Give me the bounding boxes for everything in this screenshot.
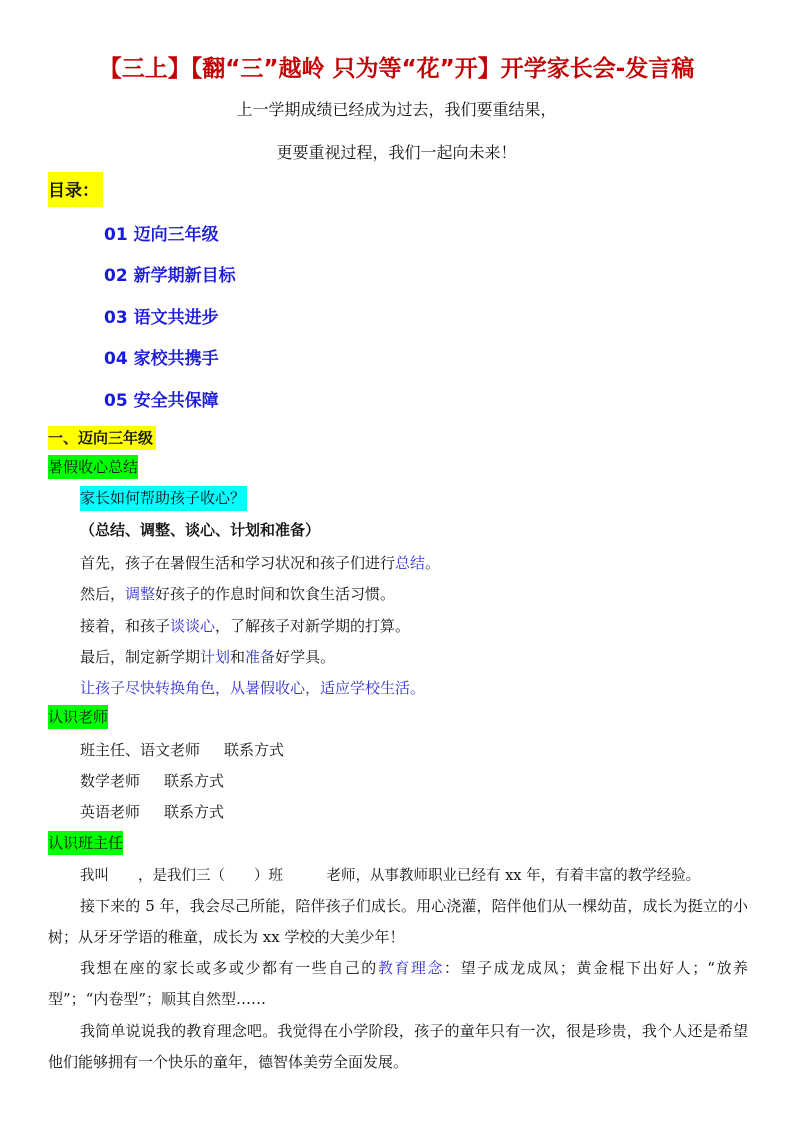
toc-item[interactable]: 05 安全共保障 — [104, 391, 219, 411]
intro-paragraph: 我叫 ，是我们三（ ）班 老师，从事教师职业已经有 xx 年，有着丰富的教学经验。 — [80, 868, 701, 884]
keywords-text: （总结、调整、谈心、计划和准备） — [80, 521, 321, 539]
toc-item[interactable]: 01 迈向三年级 — [104, 225, 219, 245]
subtitle-line-2: 更要重视过程，我们一起向未来！ — [276, 143, 517, 162]
toc-heading: 目录： — [48, 172, 103, 207]
toc-item[interactable]: 02 新学期新目标 — [104, 266, 236, 286]
question-text: 家长如何帮助孩子收心？ — [80, 486, 247, 511]
section-heading: 一、迈向三年级 — [48, 426, 156, 450]
paragraph-line: 首先，孩子在暑假生活和学习状况和孩子们进行总结。 — [80, 554, 441, 572]
paragraph-line: 最后，制定新学期计划和准备好学具。 — [80, 648, 336, 666]
toc-item[interactable]: 03 语文共进步 — [104, 308, 219, 328]
teacher-row: 数学老师 联系方式 — [80, 772, 225, 790]
paragraph: 接下来的 5 年，我会尽己所能，陪伴孩子们成长。用心浇灌，陪伴他们从一棵幼苗，成长为挺立的小树；从牙牙学语的稚童，成长为 xx 学校的大美少年！ — [48, 897, 748, 946]
paragraph: 我想在座的家长或多或少都有一些自己的教育理念：望子成龙成凤；黄金棍下出好人；“放养型”；“内卷型”；顺其自然型…… — [48, 959, 748, 1008]
teacher-row: 英语老师 联系方式 — [80, 803, 225, 821]
document-title: 【三上】【翻“三”越岭 只为等“花”开】开学家长会-发言稿 — [98, 56, 695, 82]
subsection-heading: 认识老师 — [48, 705, 108, 729]
subtitle-line-1: 上一学期成绩已经成为过去，我们要重结果， — [236, 100, 557, 119]
conclusion-text: 让孩子尽快转换角色，从暑假收心，适应学校生活。 — [80, 679, 426, 697]
paragraph-line: 接着，和孩子谈谈心，了解孩子对新学期的打算。 — [80, 617, 411, 635]
paragraph-line: 然后，调整好孩子的作息时间和饮食生活习惯。 — [80, 585, 396, 603]
paragraph: 我简单说说我的教育理念吧。我觉得在小学阶段，孩子的童年只有一次，很是珍贵，我个人还是希望他们能够拥有一个快乐的童年，德智体美劳全面发展。 — [48, 1022, 748, 1071]
toc-item[interactable]: 04 家校共携手 — [104, 349, 219, 369]
subsection-heading: 认识班主任 — [48, 831, 123, 855]
teacher-row: 班主任、语文老师 联系方式 — [80, 741, 285, 759]
subsection-heading: 暑假收心总结 — [48, 455, 138, 479]
